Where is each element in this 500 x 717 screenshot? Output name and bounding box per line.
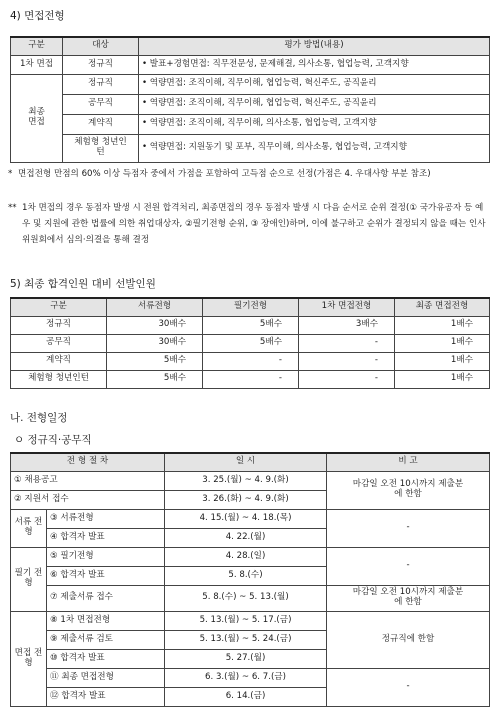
note-text: 1차 면접의 경우 동점자 발생 시 전원 합격처리, 최종면접의 경우 동점자 발생 시 다음 순서로 순위 결정(① 국가유공자 등 예우 및 지원에 관한 법률에 의한 취업대상자, ②필기전형 순위, ③ 장애인)하며, 이에 불구하고 순위가 결정되지 않을 때는 인사위원회에서 심의·의결을 통해 결정 (22, 203, 486, 245)
note-tie-break (8, 200, 488, 248)
row-category: 정규직 (11, 316, 107, 334)
cell-document: 5배수 (107, 370, 203, 388)
header-final-interview: 최종 면접전형 (395, 298, 490, 316)
step-written-result: ⑥ 합격자 발표 (47, 566, 165, 585)
step-first-interview: ⑧ 1차 면접전형 (47, 611, 165, 630)
step-final-result: ⑫ 합격자 발표 (47, 687, 165, 706)
header-document: 서류전형 (107, 298, 203, 316)
cell-written: - (203, 370, 299, 388)
remark-dash: - (327, 547, 490, 585)
remark-deadline: 마감일 오전 10시까지 제출분에 한함 (327, 585, 490, 611)
note-double-asterisk: ** (8, 203, 17, 213)
cell-first-interview: - (299, 334, 395, 352)
section-ratio-title: 5) 최종 합격인원 대비 선발인원 (10, 278, 156, 290)
step-written-test: ⑤ 필기전형 (47, 547, 165, 566)
remark-deadline: 마감일 오전 10시까지 제출분에 한함 (327, 471, 490, 509)
step-document-review: ③ 서류전형 (47, 509, 165, 528)
date-interview-result: 5. 27.(월) (165, 649, 327, 668)
remark-dash: - (327, 668, 490, 706)
cell-document: 30배수 (107, 316, 203, 334)
note-text: 면접전형 만점의 60% 이상 득점자 중에서 가점을 포함하여 고득점 순으로 선정(가점은 4. 우대사항 부분 참조) (18, 169, 431, 179)
cell-written: 5배수 (203, 316, 299, 334)
final-method-intern: • 역량면접: 지원동기 및 포부, 직무이해, 의사소통, 협업능력, 고객지향 (139, 134, 490, 162)
date-written-result: 5. 8.(수) (165, 566, 327, 585)
interview-table (10, 36, 490, 163)
final-method-contract: • 역량면접: 조직이해, 직무이해, 의사소통, 협업능력, 고객지향 (139, 114, 490, 134)
cell-document: 30배수 (107, 334, 203, 352)
header-procedure: 전 형 절 차 (11, 453, 165, 471)
table-row (11, 316, 490, 334)
table-row (11, 334, 490, 352)
cell-document: 5배수 (107, 352, 203, 370)
section-schedule-title: 나. 전형일정 (10, 412, 68, 424)
step-interview-result: ⑩ 합격자 발표 (47, 649, 165, 668)
table-row (11, 370, 490, 388)
row-category: 공무직 (11, 334, 107, 352)
cell-first-interview: 3배수 (299, 316, 395, 334)
group-interview: 면접 전형 (11, 611, 47, 706)
header-remarks: 비 고 (327, 453, 490, 471)
date-final-result: 6. 14.(금) (165, 687, 327, 706)
final-interview-label: 최종 면접 (11, 74, 63, 162)
final-target-contract: 계약직 (63, 114, 139, 134)
section-interview-title: 4) 면접전형 (10, 10, 65, 22)
header-method: 평가 방법(내용) (139, 37, 490, 55)
group-document: 서류 전형 (11, 509, 47, 547)
step-announcement: ① 채용공고 (11, 471, 165, 490)
schedule-table (10, 452, 490, 707)
step-document-submission: ⑦ 제출서류 접수 (47, 585, 165, 611)
final-target-intern: 체험형 청년인턴 (63, 134, 139, 162)
final-method-public: • 역량면접: 조직이해, 직무이해, 협업능력, 혁신주도, 공직윤리 (139, 94, 490, 114)
note-interview-score (8, 166, 488, 182)
final-target-public: 공무직 (63, 94, 139, 114)
header-datetime: 일 시 (165, 453, 327, 471)
row-category: 체험형 청년인턴 (11, 370, 107, 388)
header-category: 구분 (11, 298, 107, 316)
cell-first-interview: - (299, 352, 395, 370)
cell-first-interview: - (299, 370, 395, 388)
header-written: 필기전형 (203, 298, 299, 316)
step-document-result: ④ 합격자 발표 (47, 528, 165, 547)
note-asterisk: * (8, 169, 13, 179)
first-interview-label: 1차 면접 (11, 55, 63, 74)
date-final-interview: 6. 3.(월) ~ 6. 7.(금) (165, 668, 327, 687)
remark-regular-only: 정규직에 한함 (327, 611, 490, 668)
cell-written: 5배수 (203, 334, 299, 352)
step-application: ② 지원서 접수 (11, 490, 165, 509)
cell-final-interview: 1배수 (395, 334, 490, 352)
row-category: 계약직 (11, 352, 107, 370)
header-target: 대상 (63, 37, 139, 55)
date-announcement: 3. 25.(월) ~ 4. 9.(화) (165, 471, 327, 490)
cell-final-interview: 1배수 (395, 370, 490, 388)
first-interview-target: 정규직 (63, 55, 139, 74)
step-final-interview: ⑪ 최종 면접전형 (47, 668, 165, 687)
date-first-interview: 5. 13.(월) ~ 5. 17.(금) (165, 611, 327, 630)
date-document-submission: 5. 8.(수) ~ 5. 13.(월) (165, 585, 327, 611)
selection-ratio-table (10, 297, 490, 389)
date-document-check: 5. 13.(월) ~ 5. 24.(금) (165, 630, 327, 649)
cell-final-interview: 1배수 (395, 352, 490, 370)
group-written: 필기 전형 (11, 547, 47, 611)
final-method-regular: • 역량면접: 조직이해, 직무이해, 협업능력, 혁신주도, 공직윤리 (139, 74, 490, 94)
date-document-result: 4. 22.(월) (165, 528, 327, 547)
final-target-regular: 정규직 (63, 74, 139, 94)
remark-dash: - (327, 509, 490, 547)
schedule-subtitle: ㅇ 정규직·공무직 (14, 434, 92, 446)
cell-final-interview: 1배수 (395, 316, 490, 334)
table-row (11, 352, 490, 370)
date-written-test: 4. 28.(일) (165, 547, 327, 566)
header-category: 구분 (11, 37, 63, 55)
header-first-interview: 1차 면접전형 (299, 298, 395, 316)
date-application: 3. 26.(화) ~ 4. 9.(화) (165, 490, 327, 509)
cell-written: - (203, 352, 299, 370)
first-interview-method: • 발표+경험면접: 직무전문성, 문제해결, 의사소통, 협업능력, 고객지향 (139, 55, 490, 74)
date-document-review: 4. 15.(월) ~ 4. 18.(목) (165, 509, 327, 528)
step-document-check: ⑨ 제출서류 검토 (47, 630, 165, 649)
